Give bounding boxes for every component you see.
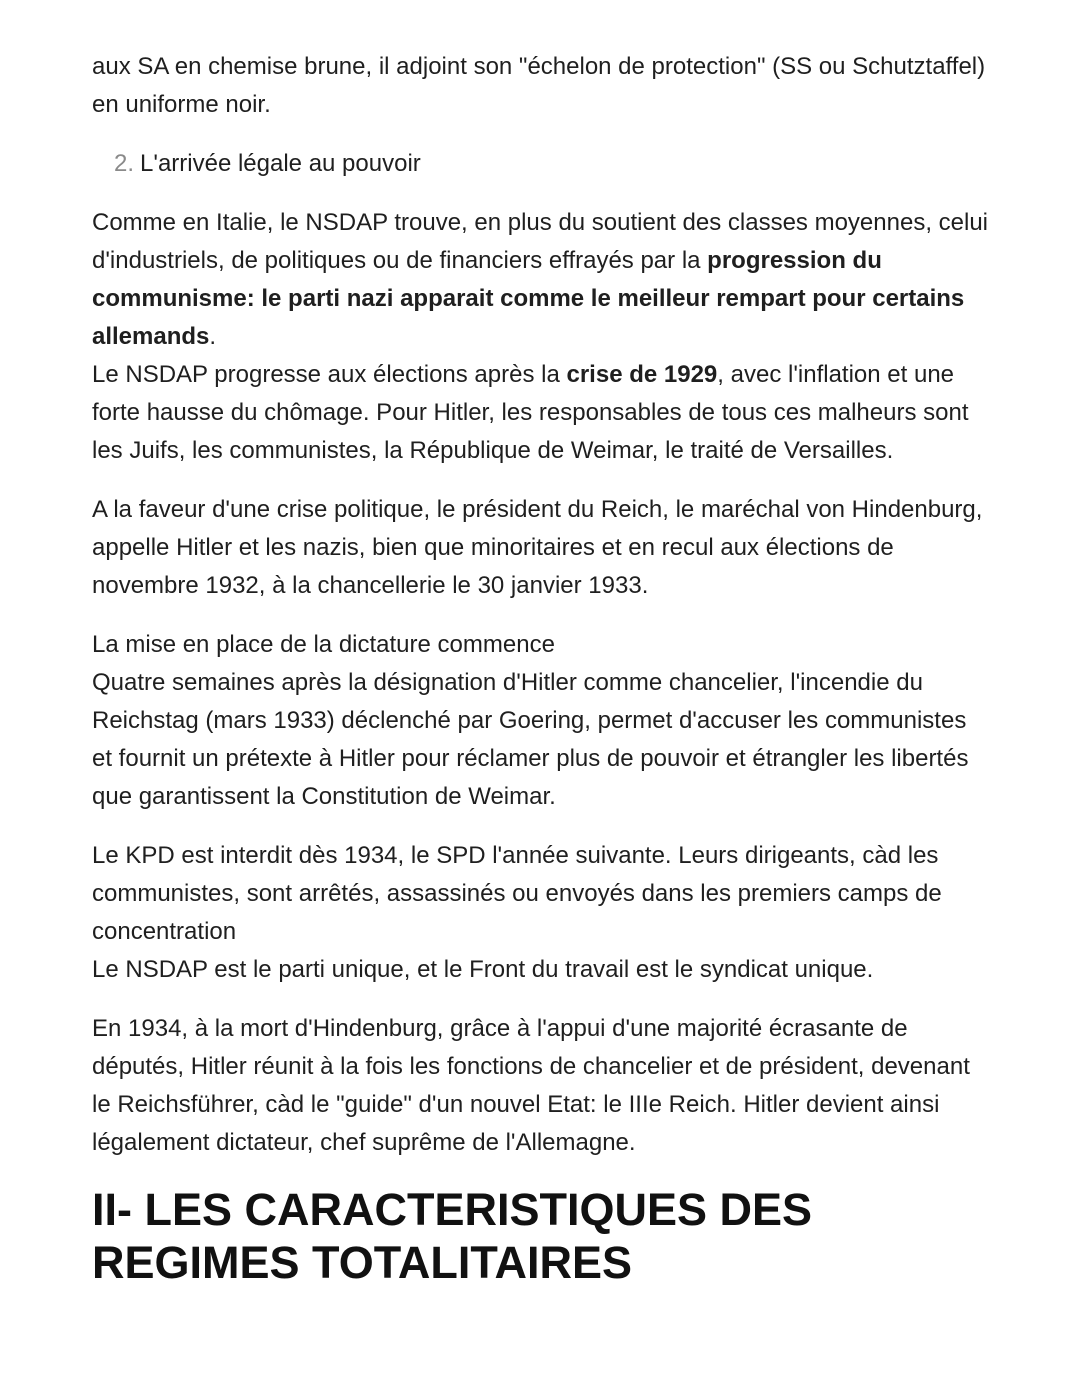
bold-text-run: crise de 1929 xyxy=(566,361,718,388)
paragraph-hindenburg-appel: A la faveur d'une crise politique, le président du Reich, le maréchal von Hindenburg, appelle Hitler et les nazis, bien que minoritaires et en recul aux élections de novembre 1932, à la chancellerie le 30 janvier 1933. xyxy=(92,496,983,599)
list-item-label: L'arrivée légale au pouvoir xyxy=(140,150,421,177)
kpd-line-1: Le KPD est interdit dès 1934, le SPD l'année suivante. Leurs dirigeants, càd les communistes, sont arrêtés, assassinés ou envoyés dans les premiers camps de concentration xyxy=(92,842,942,945)
dictature-line-1: La mise en place de la dictature commence xyxy=(92,631,555,658)
list-number: 2. xyxy=(114,150,135,177)
document-body xyxy=(92,48,992,1289)
paragraph-kpd-interdit xyxy=(92,837,992,989)
text-run: , avec l'inflation et une forte hausse du chômage. Pour Hitler, les responsables de tous ces malheurs sont les Juifs, les communistes, la République de Weimar, le traité de Versailles. xyxy=(92,361,969,464)
bold-text-run: progression du communisme: le parti nazi apparait comme le meilleur rempart pour certains allemands xyxy=(92,247,965,350)
paragraph-soutien-nsdap xyxy=(92,204,992,356)
paragraph-dictature xyxy=(92,626,992,816)
dictature-line-2: Quatre semaines après la désignation d'Hitler comme chancelier, l'incendie du Reichstag (mars 1933) déclenché par Goering, permet d'accuser les communistes et fournit un prétexte à Hitler pour réclamer plus de pouvoir et étrangler les libertés que garantissent la Constitution de Weimar. xyxy=(92,669,969,810)
paragraph-reich: En 1934, à la mort d'Hindenburg, grâce à l'appui d'une majorité écrasante de députés, Hitler réunit à la fois les fonctions de chancelier et de président, devenant le Reichsführer, càd le "guide" d'un nouvel Etat: le IIIe Reich. Hitler devient ainsi légalement dictateur, chef suprême de l'Allemagne. xyxy=(92,1015,970,1156)
text-run: Le NSDAP progresse aux élections après la xyxy=(92,361,567,388)
section-heading: II- LES CARACTERISTIQUES DES REGIMES TOTALITAIRES xyxy=(92,1184,813,1288)
list-item-arrivee-legale xyxy=(92,145,992,183)
paragraph-crise-1929 xyxy=(92,356,992,470)
paragraph-ss-intro: aux SA en chemise brune, il adjoint son "échelon de protection" (SS ou Schutztaffel) en uniforme noir. xyxy=(92,53,986,118)
kpd-line-2: Le NSDAP est le parti unique, et le Front du travail est le syndicat unique. xyxy=(92,956,874,983)
text-run: . xyxy=(209,323,217,350)
text-run: Comme en Italie, le NSDAP trouve, en plus du soutient des classes moyennes, celui d'industriels, de politiques ou de financiers effrayés par la xyxy=(92,209,989,274)
